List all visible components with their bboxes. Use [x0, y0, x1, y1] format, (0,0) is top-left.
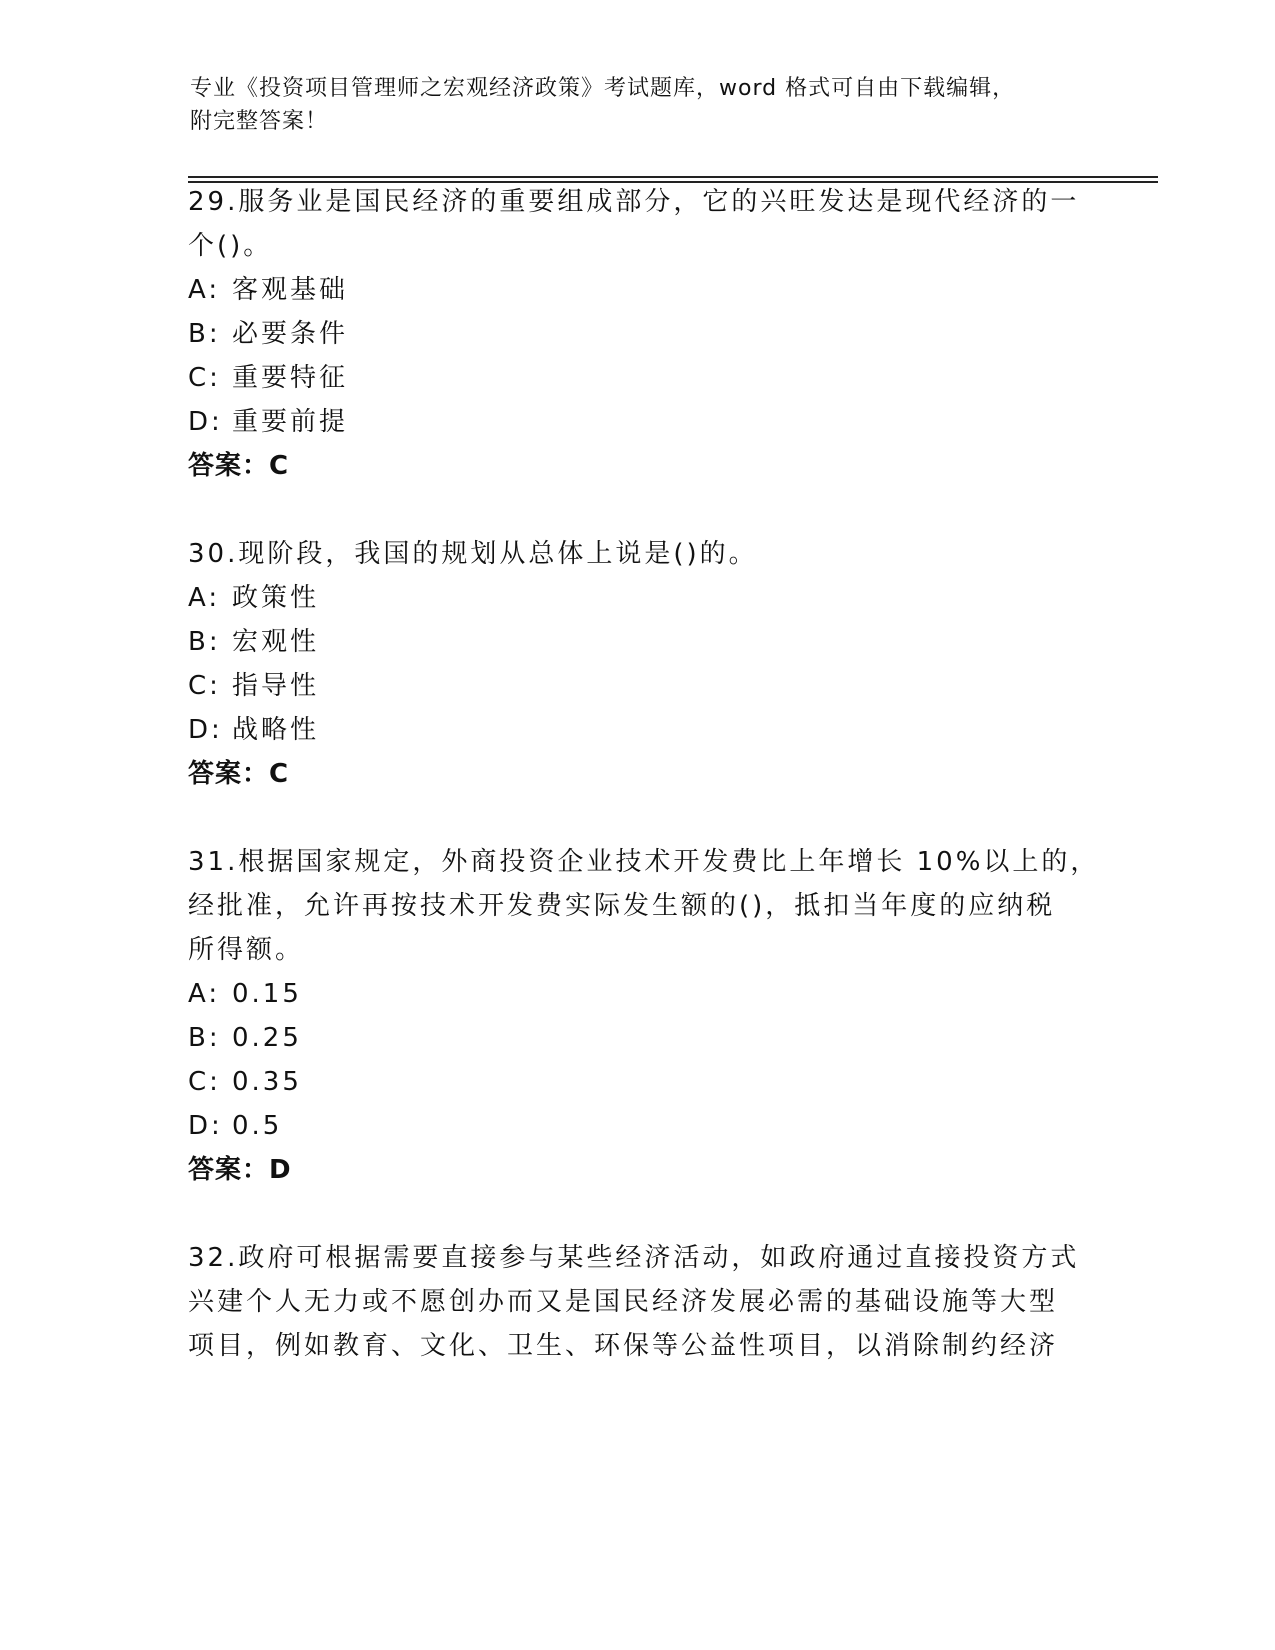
option-key: B:	[188, 319, 221, 349]
option-text: 宏观性	[232, 627, 320, 657]
option-key: A:	[188, 979, 221, 1009]
question-stem-line: 经批准，允许再按技术开发费实际发生额的()，抵扣当年度的应纳税	[188, 891, 1056, 921]
option-key: D:	[188, 715, 223, 745]
question-stem-line: 兴建个人无力或不愿创办而又是国民经济发展必需的基础设施等大型	[188, 1287, 1059, 1317]
option-key: A:	[188, 583, 221, 613]
document-header	[190, 72, 1090, 138]
option-text: 客观基础	[232, 275, 349, 305]
option-text: 必要条件	[232, 319, 349, 349]
answer-line: 答案：D	[188, 1155, 292, 1185]
header-divider-top	[188, 176, 1158, 178]
question-stem-line: 所得额。	[188, 935, 305, 965]
question-stem-line: 32.政府可根据需要直接参与某些经济活动，如政府通过直接投资方式	[188, 1243, 1080, 1273]
option-key: D:	[188, 407, 223, 437]
option-key: A:	[188, 275, 221, 305]
option-c	[188, 356, 348, 401]
option-text: 战略性	[232, 715, 320, 745]
option-key: B:	[188, 627, 221, 657]
option-text: 0.15	[232, 979, 302, 1009]
option-text: 指导性	[232, 671, 320, 701]
option-key: C:	[188, 671, 221, 701]
header-line-2: 附完整答案！	[190, 109, 329, 134]
option-c	[188, 664, 319, 709]
option-key: C:	[188, 1067, 221, 1097]
option-d	[188, 400, 348, 445]
option-a	[188, 972, 302, 1017]
option-c	[188, 1060, 302, 1105]
question-stem-line: 31.根据国家规定，外商投资企业技术开发费比上年增长 10%以上的，	[188, 847, 1100, 877]
header-line-1: 专业《投资项目管理师之宏观经济政策》考试题库，word 格式可自由下载编辑，	[190, 76, 1016, 101]
option-text: 0.25	[232, 1023, 302, 1053]
question-stem-line: 个()。	[188, 231, 273, 261]
question-stem-line: 30.现阶段，我国的规划从总体上说是()的。	[188, 539, 758, 569]
question-stem-line: 项目，例如教育、文化、卫生、环保等公益性项目，以消除制约经济	[188, 1331, 1059, 1361]
option-text: 0.5	[232, 1111, 283, 1141]
option-text: 重要特征	[232, 363, 349, 393]
answer-line: 答案：C	[188, 759, 290, 789]
question-stem-line: 29.服务业是国民经济的重要组成部分，它的兴旺发达是现代经济的一	[188, 187, 1080, 217]
answer-line: 答案：C	[188, 451, 290, 481]
option-text: 0.35	[232, 1067, 302, 1097]
option-a	[188, 576, 319, 621]
option-key: D:	[188, 1111, 223, 1141]
option-key: B:	[188, 1023, 221, 1053]
option-b	[188, 620, 319, 665]
option-b	[188, 1016, 302, 1061]
option-d	[188, 708, 319, 753]
option-a	[188, 268, 348, 313]
option-b	[188, 312, 348, 357]
option-text: 重要前提	[232, 407, 349, 437]
option-d	[188, 1104, 282, 1149]
option-text: 政策性	[232, 583, 320, 613]
option-key: C:	[188, 363, 221, 393]
